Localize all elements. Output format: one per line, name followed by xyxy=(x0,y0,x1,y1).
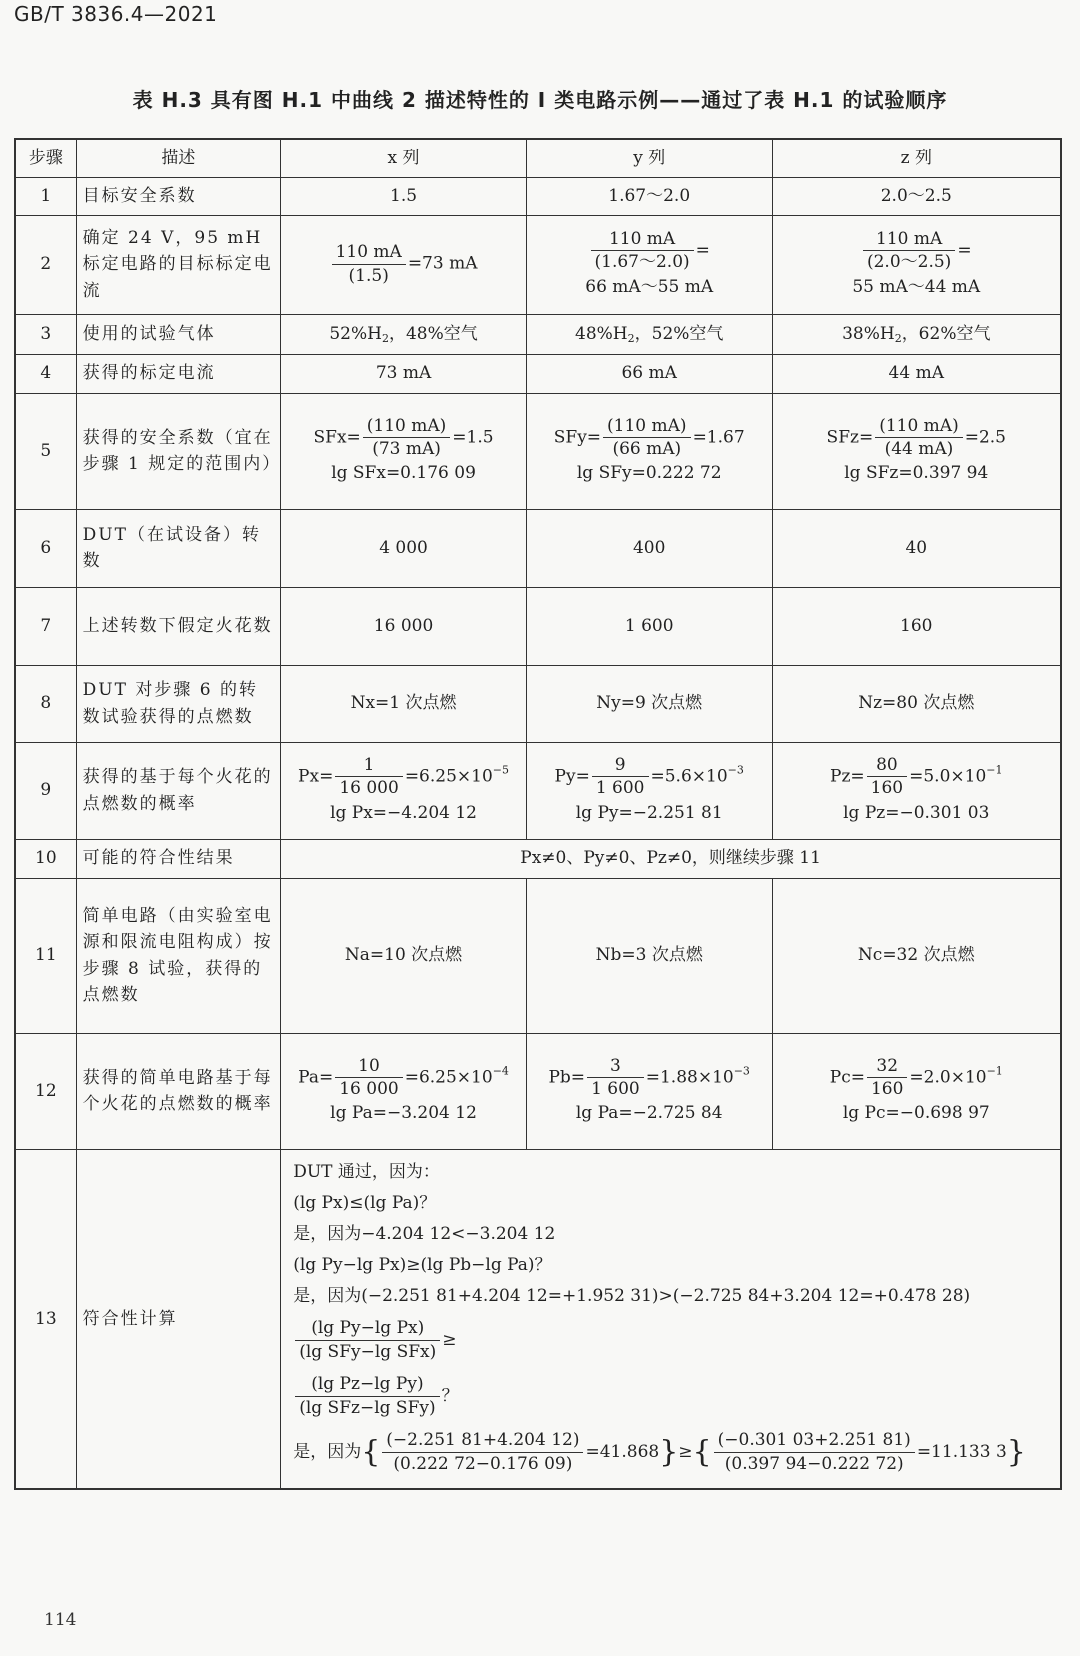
equals-sign: = xyxy=(957,240,972,261)
prefix: Pz= xyxy=(830,766,865,787)
numerator: (−2.251 81+4.204 12) xyxy=(386,1430,580,1451)
prefix: SFx= xyxy=(313,427,361,448)
cell-z xyxy=(772,1033,1061,1149)
step-description: 获得的基于每个火花的点燃数的概率 xyxy=(76,742,281,839)
cell-x xyxy=(281,314,527,354)
step-number: 5 xyxy=(15,393,76,509)
left-brace: { xyxy=(361,1434,381,1470)
step-description: 简单电路（由实验室电源和限流电阻构成）按步骤 8 试验，获得的点燃数 xyxy=(76,878,281,1033)
step-description: 使用的试验气体 xyxy=(76,314,281,354)
step-number: 9 xyxy=(15,742,76,839)
prefix: SFz= xyxy=(826,427,874,448)
table-row xyxy=(15,177,1061,215)
fraction xyxy=(863,229,955,273)
calc-line: DUT 通过，因为： xyxy=(293,1162,440,1182)
result: =2.0×10 xyxy=(909,1067,987,1088)
standard-code: GB/T 3836.4—2021 xyxy=(14,2,218,26)
gas-h2: 38%H xyxy=(842,323,895,344)
numerator: 110 mA xyxy=(876,229,943,250)
denominator: (66 mA) xyxy=(603,437,691,460)
exponent: −3 xyxy=(733,1064,750,1078)
prefix: SFy= xyxy=(553,427,602,448)
cell-z xyxy=(772,215,1061,314)
cell-y xyxy=(526,393,772,509)
log-value: lg SFz=0.397 94 xyxy=(844,463,989,483)
denominator: (0.397 94−0.222 72) xyxy=(714,1452,915,1475)
result: 55 mA～44 mA xyxy=(852,276,981,297)
step-number: 4 xyxy=(15,354,76,393)
col-header-step: 步骤 xyxy=(15,139,76,177)
denominator: 1 600 xyxy=(587,1077,644,1100)
cell-z: 2.0～2.5 xyxy=(772,177,1061,215)
test-sequence-table xyxy=(14,138,1062,1490)
gas-h2: 48%H xyxy=(575,323,628,344)
step-description: 上述转数下假定火花数 xyxy=(76,587,281,665)
cell-y: 1.67～2.0 xyxy=(526,177,772,215)
numerator: 110 mA xyxy=(608,229,676,250)
fraction xyxy=(332,242,406,286)
prefix: 是，因为 xyxy=(293,1442,362,1462)
col-header-y: y 列 xyxy=(526,139,772,177)
gas-air: ，48%空气 xyxy=(388,323,478,344)
table-row xyxy=(15,354,1061,393)
calc-line: 是，因为−4.204 12<−3.204 12 xyxy=(293,1224,556,1244)
cell-x xyxy=(281,1033,527,1149)
denominator: (1.5) xyxy=(332,264,406,287)
step-description: DUT（在试设备）转数 xyxy=(76,509,281,587)
numerator: 80 xyxy=(876,755,898,776)
cell-y xyxy=(526,215,772,314)
result: =2.5 xyxy=(964,427,1006,448)
cell-x: Na=10 次点燃 xyxy=(281,878,527,1033)
calc-line: (lg Py−lg Px)≥(lg Pb−lg Pa)？ xyxy=(293,1255,552,1275)
step-number: 12 xyxy=(15,1033,76,1149)
result: =1.67 xyxy=(692,427,745,448)
table-row xyxy=(15,587,1061,665)
fraction xyxy=(335,755,402,799)
cell-x: 1.5 xyxy=(281,177,527,215)
fraction xyxy=(382,1430,583,1474)
fraction xyxy=(592,755,649,799)
operator: ？ xyxy=(441,1386,459,1406)
step-number: 6 xyxy=(15,509,76,587)
denominator: (44 mA) xyxy=(875,437,963,460)
step-number: 10 xyxy=(15,839,76,878)
exponent: −3 xyxy=(727,763,744,777)
numerator: (lg Py−lg Px) xyxy=(311,1318,425,1339)
subscript: 2 xyxy=(627,331,635,345)
cell-x xyxy=(281,742,527,839)
cell-z: 160 xyxy=(772,587,1061,665)
step-description: 目标安全系数 xyxy=(76,177,281,215)
fraction xyxy=(875,416,963,460)
denominator: 160 xyxy=(867,1077,907,1100)
result: 66 mA～55 mA xyxy=(585,276,714,297)
numerator: 1 xyxy=(363,755,375,776)
numerator: 110 mA xyxy=(335,242,402,263)
cell-y: 66 mA xyxy=(526,354,772,393)
result: =11.133 3 xyxy=(916,1442,1007,1462)
cell-y: Nb=3 次点燃 xyxy=(526,878,772,1033)
denominator: 1 600 xyxy=(592,776,649,799)
denominator: (lg SFy−lg SFx) xyxy=(295,1340,440,1363)
equals-sign: = xyxy=(695,240,710,261)
log-value: lg Pc=−0.698 97 xyxy=(842,1103,990,1123)
log-value: lg Pa=−3.204 12 xyxy=(330,1103,477,1123)
log-value: lg Pa=−2.725 84 xyxy=(575,1103,723,1123)
log-value: lg SFx=0.176 09 xyxy=(331,463,476,483)
col-header-x: x 列 xyxy=(281,139,527,177)
exponent: −1 xyxy=(986,763,1003,777)
denominator: 160 xyxy=(867,776,907,799)
cell-y xyxy=(526,1033,772,1149)
numerator: 32 xyxy=(876,1055,899,1076)
step-number: 1 xyxy=(15,177,76,215)
table-row xyxy=(15,1033,1061,1149)
calc-line: (lg Px)≤(lg Pa)？ xyxy=(293,1193,437,1213)
log-value: lg Px=−4.204 12 xyxy=(330,802,478,823)
numerator: (110 mA) xyxy=(607,415,687,436)
merged-result-cell: Px≠0、Py≠0、Pz≠0，则继续步骤 11 xyxy=(281,839,1061,878)
exponent: −5 xyxy=(492,763,510,777)
step-description: 获得的安全系数（宜在步骤 1 规定的范围内） xyxy=(76,393,281,509)
cell-y: 400 xyxy=(526,509,772,587)
prefix: Py= xyxy=(554,766,590,787)
log-value: lg Pz=−0.301 03 xyxy=(843,802,990,823)
step-description: 获得的简单电路基于每个火花的点燃数的概率 xyxy=(76,1033,281,1149)
fraction xyxy=(603,416,691,460)
denominator: (1.67～2.0) xyxy=(591,250,694,273)
table-row xyxy=(15,314,1061,354)
numerator: (−0.301 03+2.251 81) xyxy=(717,1430,911,1451)
cell-z xyxy=(772,393,1061,509)
denominator: (73 mA) xyxy=(363,437,451,460)
result: =1.88×10 xyxy=(645,1067,734,1088)
fraction xyxy=(714,1430,915,1474)
cell-z xyxy=(772,314,1061,354)
cell-z: Nc=32 次点燃 xyxy=(772,878,1061,1033)
cell-y: 1 600 xyxy=(526,587,772,665)
right-brace: } xyxy=(1006,1434,1026,1470)
cell-z: Nz=80 次点燃 xyxy=(772,665,1061,742)
denominator: (0.222 72−0.176 09) xyxy=(382,1452,583,1475)
page-number: 114 xyxy=(44,1610,77,1630)
fraction xyxy=(363,416,451,460)
cell-x: Nx=1 次点燃 xyxy=(281,665,527,742)
cell-y xyxy=(526,742,772,839)
step-description: 确定 24 V，95 mH 标定电路的目标标定电流 xyxy=(76,215,281,314)
table-row xyxy=(15,742,1061,839)
result: =41.868 xyxy=(585,1442,660,1462)
table-row xyxy=(15,665,1061,742)
cell-z xyxy=(772,742,1061,839)
numerator: 9 xyxy=(614,755,626,776)
fraction xyxy=(591,229,694,273)
step-number: 13 xyxy=(15,1149,76,1489)
step-description: DUT 对步骤 6 的转数试验获得的点燃数 xyxy=(76,665,281,742)
right-brace: } xyxy=(659,1434,679,1470)
exponent: −1 xyxy=(986,1064,1003,1078)
result: =6.25×10 xyxy=(404,766,493,787)
step-number: 7 xyxy=(15,587,76,665)
operator: ≥ xyxy=(442,1330,457,1350)
denominator: 16 000 xyxy=(335,776,402,799)
prefix: Px= xyxy=(298,766,334,787)
compliance-calculation-cell xyxy=(281,1149,1061,1489)
cell-y: Ny=9 次点燃 xyxy=(526,665,772,742)
log-value: lg SFy=0.222 72 xyxy=(576,463,722,483)
fraction xyxy=(867,755,907,799)
numerator: (110 mA) xyxy=(366,415,447,436)
prefix: Pb= xyxy=(548,1067,586,1088)
table-row xyxy=(15,878,1061,1033)
table-row xyxy=(15,393,1061,509)
fraction xyxy=(867,1056,907,1100)
denominator: 16 000 xyxy=(335,1077,402,1100)
cell-x: 16 000 xyxy=(281,587,527,665)
result: =73 mA xyxy=(407,254,478,274)
calc-line: 是，因为(−2.251 81+4.204 12=+1.952 31)>(−2.725 84+3.204 12=+0.478 28) xyxy=(293,1286,971,1306)
cell-z: 44 mA xyxy=(772,354,1061,393)
step-description: 获得的标定电流 xyxy=(76,354,281,393)
subscript: 2 xyxy=(381,331,389,345)
step-description: 可能的符合性结果 xyxy=(76,839,281,878)
calc-line xyxy=(293,1424,1054,1481)
cell-x: 73 mA xyxy=(281,354,527,393)
log-value: lg Py=−2.251 81 xyxy=(575,802,723,823)
denominator: (lg SFz−lg SFy) xyxy=(295,1396,439,1419)
result: =6.25×10 xyxy=(404,1067,493,1088)
col-header-z: z 列 xyxy=(772,139,1061,177)
calc-line xyxy=(293,1368,1054,1424)
calc-line xyxy=(293,1312,1054,1368)
table-header-row xyxy=(15,139,1061,177)
step-number: 2 xyxy=(15,215,76,314)
step-number: 3 xyxy=(15,314,76,354)
fraction xyxy=(587,1056,644,1100)
fraction xyxy=(295,1318,440,1362)
prefix: Pa= xyxy=(298,1067,334,1088)
step-description: 符合性计算 xyxy=(76,1149,281,1489)
gas-air: ，62%空气 xyxy=(901,323,991,344)
step-number: 8 xyxy=(15,665,76,742)
prefix: Pc= xyxy=(829,1067,865,1088)
step-number: 11 xyxy=(15,878,76,1033)
table-title: 表 H.3 具有图 H.1 中曲线 2 描述特性的 Ⅰ 类电路示例——通过了表 H.1 的试验顺序 xyxy=(132,88,948,112)
numerator: (lg Pz−lg Py) xyxy=(311,1374,424,1395)
result: =5.0×10 xyxy=(909,766,987,787)
numerator: 10 xyxy=(358,1055,380,1076)
cell-z: 40 xyxy=(772,509,1061,587)
cell-y xyxy=(526,314,772,354)
table-row xyxy=(15,1149,1061,1489)
result: =1.5 xyxy=(452,427,494,448)
exponent: −4 xyxy=(492,1064,509,1078)
table-row xyxy=(15,509,1061,587)
numerator: (110 mA) xyxy=(879,415,959,436)
table-row xyxy=(15,215,1061,314)
operator: ≥ xyxy=(678,1442,693,1462)
cell-x xyxy=(281,215,527,314)
subscript: 2 xyxy=(894,331,902,345)
table-row xyxy=(15,839,1061,878)
cell-x: 4 000 xyxy=(281,509,527,587)
gas-air: ，52%空气 xyxy=(634,323,724,344)
cell-x xyxy=(281,393,527,509)
result: =5.6×10 xyxy=(650,766,728,787)
fraction xyxy=(295,1374,439,1418)
col-header-desc: 描述 xyxy=(76,139,281,177)
numerator: 3 xyxy=(609,1055,621,1076)
left-brace: { xyxy=(692,1434,712,1470)
denominator: (2.0～2.5) xyxy=(863,250,955,273)
fraction xyxy=(335,1056,402,1100)
gas-h2: 52%H xyxy=(329,323,382,344)
